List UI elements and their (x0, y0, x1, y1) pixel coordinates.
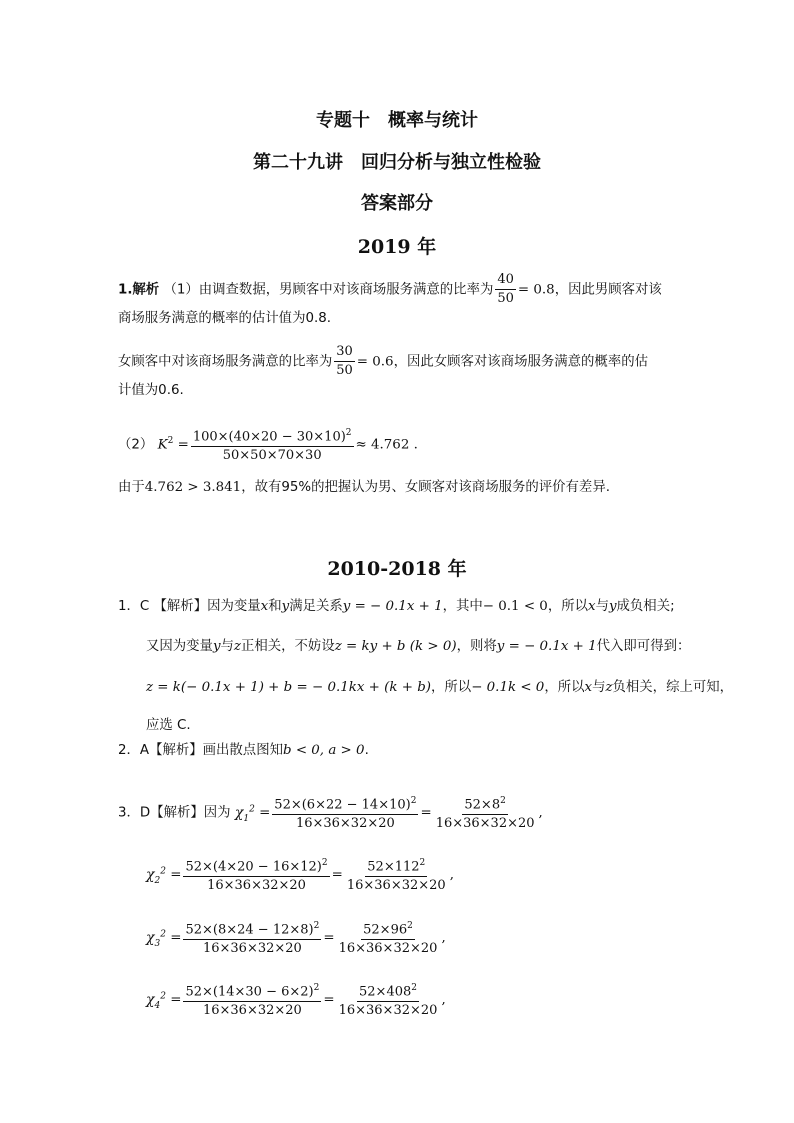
a1-l1-y: y (281, 599, 290, 614)
q1-line-4: 计值为0.6. (118, 383, 184, 398)
chi3-simplified: $\frac{52\times 96^2}{16\times 36\times 32\times 20}$ (337, 918, 440, 957)
chi2-simplified-num: 52×112 (367, 859, 420, 875)
a1-l2-sub: y = − 0.1x + 1 (496, 639, 597, 654)
chi4-simplified-den: 16×36×32×20 (338, 1003, 438, 1019)
q1-frac1-result: = 0.8 (517, 282, 555, 298)
chi4-equals: = (170, 992, 182, 1008)
a1-l3-neg: − 0.1k < 0 (471, 680, 545, 695)
a1-l3-x: x (584, 680, 593, 695)
answer-section-title: 答案部分 (361, 193, 433, 214)
chi2-comma: , (449, 867, 454, 883)
a1-l1-g: y (608, 599, 617, 614)
a1-l1-x: x (260, 599, 269, 614)
chi1-numerator: 52×(6×22 − 14×10) (274, 797, 411, 813)
a1-l3-a: ，所以 (431, 680, 472, 695)
a1-line-2 (146, 637, 690, 657)
a1-l2-c: 正相关，不妨设 (240, 639, 335, 654)
a1-l1-h: 成负相关; (616, 599, 675, 614)
a2-line (118, 741, 369, 761)
q1-k2-formula (118, 425, 418, 464)
chi-square-3: $\chi_3^2$ (146, 929, 166, 949)
a1-l2-cond: (k > 0) (409, 639, 457, 654)
chi4-equals-2: = (323, 992, 335, 1008)
chi2-equals: = (170, 867, 182, 883)
q1-line3-text: 女顾客中对该商场服务满意的比率为 (118, 354, 333, 370)
chi1-denominator: 16×36×32×20 (295, 816, 395, 832)
k-squared-exponent: 2 (167, 436, 174, 447)
a1-line-1 (118, 597, 675, 617)
a1-l2-eq: z = ky + b (334, 639, 406, 654)
chi1-simplified-num: 52×8 (464, 797, 501, 813)
chi3-numerator: 52×(8×24 − 12×8) (185, 922, 314, 938)
q1-part1-text: （1）由调查数据，男顾客中对该商场服务满意的比率为 (163, 282, 494, 298)
a1-l3-b: ，所以 (544, 680, 585, 695)
chi1-simplified: $\frac{52\times 8^2}{16\times 36\times 32\times 20}$ (434, 793, 537, 832)
k2-result: ≈ 4.762 . (355, 437, 418, 453)
q1-part2-label: （2） (118, 437, 154, 453)
q1-line-2: 商场服务满意的概率的估计值为0.8. (118, 311, 332, 326)
conclusion-prefix: 由于 (118, 480, 145, 495)
chi3-equals: = (170, 930, 182, 946)
chi-square-1: $\chi_1^2$ (234, 804, 255, 824)
chi2-denominator: 16×36×32×20 (207, 878, 306, 894)
chi2-simplified: $\frac{52\times 112^2}{16\times 36\times 32\times 20}$ (345, 855, 448, 894)
chi2-numerator: 52×(4×20 − 16×12) (185, 859, 322, 875)
chi4-simplified: $\frac{52\times 408^2}{16\times 36\times 32\times 20}$ (337, 980, 440, 1019)
chi3-fraction: $\frac{52\times(8\times 24 - 12\times 8)^2}{16\times 36\times 32\times 20}$ (183, 918, 321, 957)
a1-l1-e: x (588, 599, 596, 614)
chi-square-4: $\chi_4^2$ (146, 991, 166, 1011)
a1-l2-b: 与 (220, 639, 234, 654)
year-heading-2019: 2019 年 (357, 236, 437, 258)
a1-line-4: 应选 C. (146, 718, 191, 733)
q1-fraction-female (334, 344, 355, 379)
chi4-fraction: $\frac{52\times(14\times 30 - 6\times 2)^2}{16\times 36\times 32\times 20}$ (183, 980, 321, 1019)
a2-inequality: b < 0, a > 0 (282, 743, 365, 758)
a3-text: 3．D【解析】因为 (118, 805, 231, 821)
chi4-simplified-num: 52×408 (359, 984, 412, 1000)
chi3-equals-2: = (323, 930, 335, 946)
a2-period: . (364, 743, 369, 758)
a1-l1-d: ，所以 (547, 599, 588, 614)
chi4-denominator: 16×36×32×20 (202, 1003, 302, 1019)
a3-chi1-formula (118, 793, 543, 832)
a1-l1-c: ，其中 (442, 599, 483, 614)
chi1-equals-2: = (420, 805, 432, 821)
chi2-equals-2: = (331, 867, 343, 883)
chi4-comma: , (441, 992, 446, 1008)
chi1-fraction: $\frac{52\times(6\times 22 - 14\times 10)^2}{16\times 36\times 32\times 20}$ (272, 793, 418, 832)
q1-label: 1.解析 (118, 282, 160, 298)
q1-frac1-num: 40 (495, 272, 516, 290)
lecture-title: 第二十九讲 回归分析与独立性检验 (253, 152, 541, 173)
a1-l2-a: 又因为变量 (146, 639, 213, 654)
a1-l3-c: 与 (592, 680, 606, 695)
year-heading-2010-2018: 2010-2018 年 (327, 558, 467, 580)
k-squared-symbol: K (157, 437, 168, 453)
k2-equals: = (177, 437, 189, 453)
chi2-fraction: $\frac{52\times(4\times 20 - 16\times 12)^2}{16\times 36\times 32\times 20}$ (183, 855, 329, 894)
a1-l1-f: 与 (595, 599, 609, 614)
chi3-simplified-den: 16×36×32×20 (338, 941, 438, 957)
q1-frac1-den: 50 (497, 291, 514, 306)
k2-fraction (191, 425, 354, 464)
a1-line-3 (146, 678, 733, 698)
chi-square-2: $\chi_2^2$ (146, 866, 166, 886)
chi3-denominator: 16×36×32×20 (202, 941, 302, 957)
topic-title: 专题十 概率与统计 (316, 110, 478, 131)
q1-frac2-result: = 0.6 (356, 354, 394, 370)
q1-line3-tail: ，因此女顾客对该商场服务满意的概率的估 (393, 354, 648, 370)
chi2-simplified-den: 16×36×32×20 (346, 878, 446, 894)
k2-denominator: 50×50×70×30 (222, 448, 322, 464)
a1-l3-eq: z = k(− 0.1x + 1) + b = − 0.1kx + (k + b) (146, 680, 432, 695)
chi3-simplified-num: 52×96 (363, 922, 408, 938)
k2-numerator: 100×(40×20 − 30×10) (192, 429, 346, 445)
a1-l2-e: 代入即可得到： (596, 639, 691, 654)
chi1-equals: = (259, 805, 271, 821)
q1-frac2-den: 50 (336, 363, 353, 378)
a1-l1-and: 和 (268, 599, 282, 614)
chi1-simplified-den: 16×36×32×20 (435, 816, 535, 832)
a1-l1-b: 满足关系 (289, 599, 343, 614)
q1-frac2-num: 30 (334, 344, 355, 362)
q1-part1-tail: ，因此男顾客对该 (554, 282, 662, 298)
chi1-comma: , (538, 805, 543, 821)
conclusion-text: ，故有95%的把握认为男、女顾客对该商场服务的评价有差异. (241, 480, 610, 495)
a3-chi3-formula (146, 918, 446, 957)
a1-l2-d: ，则将 (456, 639, 497, 654)
k2-num-exponent: 2 (345, 428, 352, 438)
a1-l2-y: y (212, 639, 221, 654)
a1-l3-z: z (605, 680, 613, 695)
a2-text: 2．A【解析】画出散点图知 (118, 743, 283, 758)
chi3-comma: , (441, 930, 446, 946)
conclusion-inequality: 4.762 > 3.841 (144, 480, 242, 495)
q1-conclusion (118, 478, 610, 498)
a1-l1-neg: − 0.1 < 0 (482, 599, 548, 614)
q1-line-3 (118, 344, 648, 379)
a3-chi4-formula (146, 980, 446, 1019)
q1-fraction-male (495, 272, 516, 307)
a1-l1-a: 1．C 【解析】因为变量 (118, 599, 261, 614)
q1-line-1 (118, 272, 662, 307)
chi4-numerator: 52×(14×30 − 6×2) (185, 984, 314, 1000)
a1-l1-eq: y = − 0.1x + 1 (342, 599, 443, 614)
a1-l3-d: 负相关，综上可知， (612, 680, 734, 695)
a3-chi2-formula (146, 855, 454, 894)
a1-l2-z: z (233, 639, 241, 654)
